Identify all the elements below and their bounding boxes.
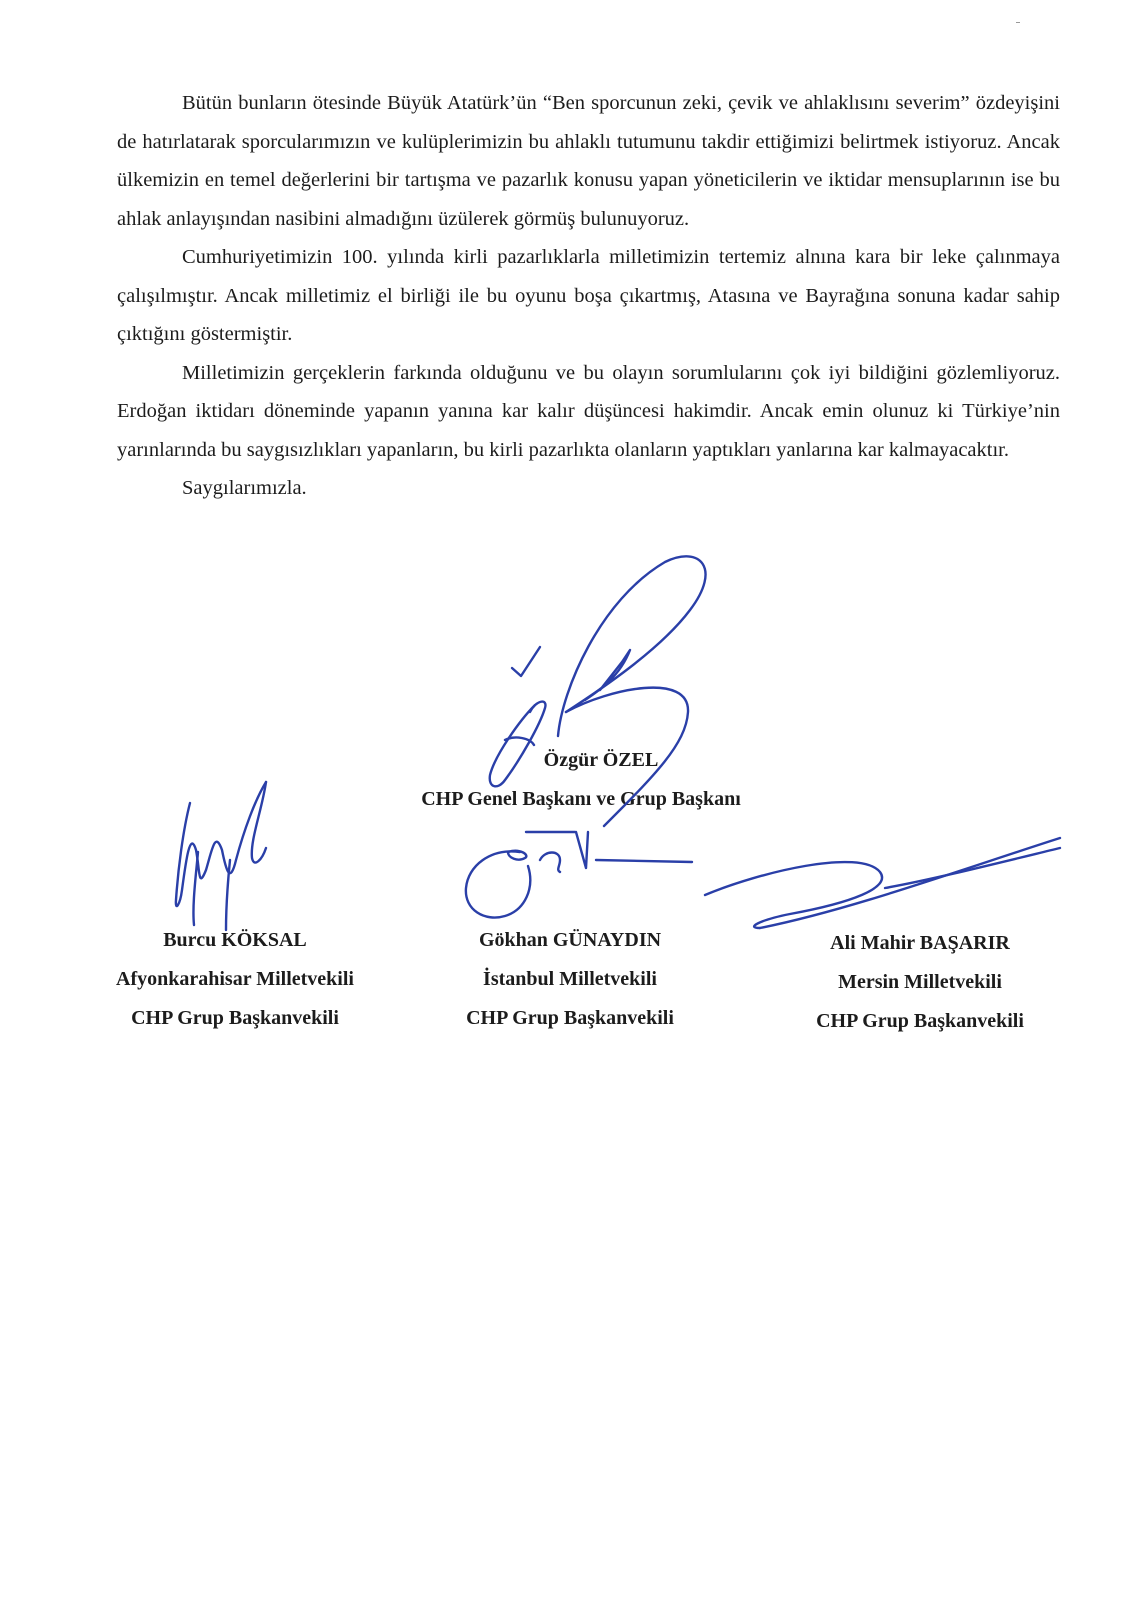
letter-body <box>117 84 1060 508</box>
paragraph-1: Bütün bunların ötesinde Büyük Atatürk’ün “Ben sporcunun zeki, çevik ve ahlaklısını severim” özdeyişini de hatırlatarak sporcularımızın ve kulüplerimizin bu ahlaklı tutumunu takdir ettiğimizi belirtmek istiyoruz. Ancak ülkemizin en temel değerlerini bir tartışma ve pazarlık konusu yapan yöneticilerin ve iktidar mensuplarının ise bu ahlak anlayışından nasibini almadığını üzülerek görmüş bulunuyoruz. <box>117 92 1060 230</box>
signature-gunaydin <box>466 832 692 918</box>
signatory-name: Özgür ÖZEL <box>543 749 659 771</box>
signatory-title: CHP Genel Başkanı ve Grup Başkanı <box>421 788 741 810</box>
signatory-role: CHP Grup Başkanvekili <box>816 1010 1024 1032</box>
signatory-constituency: Afyonkarahisar Milletvekili <box>116 968 354 990</box>
signatory-name: Ali Mahir BAŞARIR <box>830 932 1010 954</box>
paragraph-3: Milletimizin gerçeklerin farkında olduğunu ve bu olayın sorumlularını çok iyi bildiğini gözlemliyoruz. Erdoğan iktidarı döneminde yapanın yanına kar kalır düşüncesi hakimdir. Ancak emin olunuz ki Türkiye’nin yarınlarında bu saygısızlıkları yapanların, bu kirli pazarlıkta olanların yaptıkları yanlarına kar kalmayacaktır. <box>117 361 1060 461</box>
signatory-constituency: Mersin Milletvekili <box>838 971 1002 993</box>
signatory-ozel <box>386 741 776 819</box>
closing-line: Saygılarımızla. <box>182 477 307 499</box>
scan-mark <box>1016 22 1020 23</box>
signatory-constituency: İstanbul Milletvekili <box>483 968 657 990</box>
signature-koksal <box>176 782 266 930</box>
paragraph-2: Cumhuriyetimizin 100. yılında kirli pazarlıklarla milletimizin tertemiz alnına kara bir leke çalınmaya çalışılmıştır. Ancak milletimiz el birliği ile bu oyunu boşa çıkartmış, Atasına ve Bayrağına sonuna kadar sahip çıktığını göstermiştir. <box>117 246 1060 345</box>
signature-basarir <box>705 838 1060 928</box>
signatory-name: Burcu KÖKSAL <box>163 929 307 951</box>
signatory-gunaydin <box>420 921 720 1038</box>
signatory-basarir <box>760 924 1080 1041</box>
signatory-koksal <box>80 921 390 1038</box>
signatory-role: CHP Grup Başkanvekili <box>131 1007 339 1029</box>
signatory-role: CHP Grup Başkanvekili <box>466 1007 674 1029</box>
signatory-name: Gökhan GÜNAYDIN <box>478 929 662 951</box>
